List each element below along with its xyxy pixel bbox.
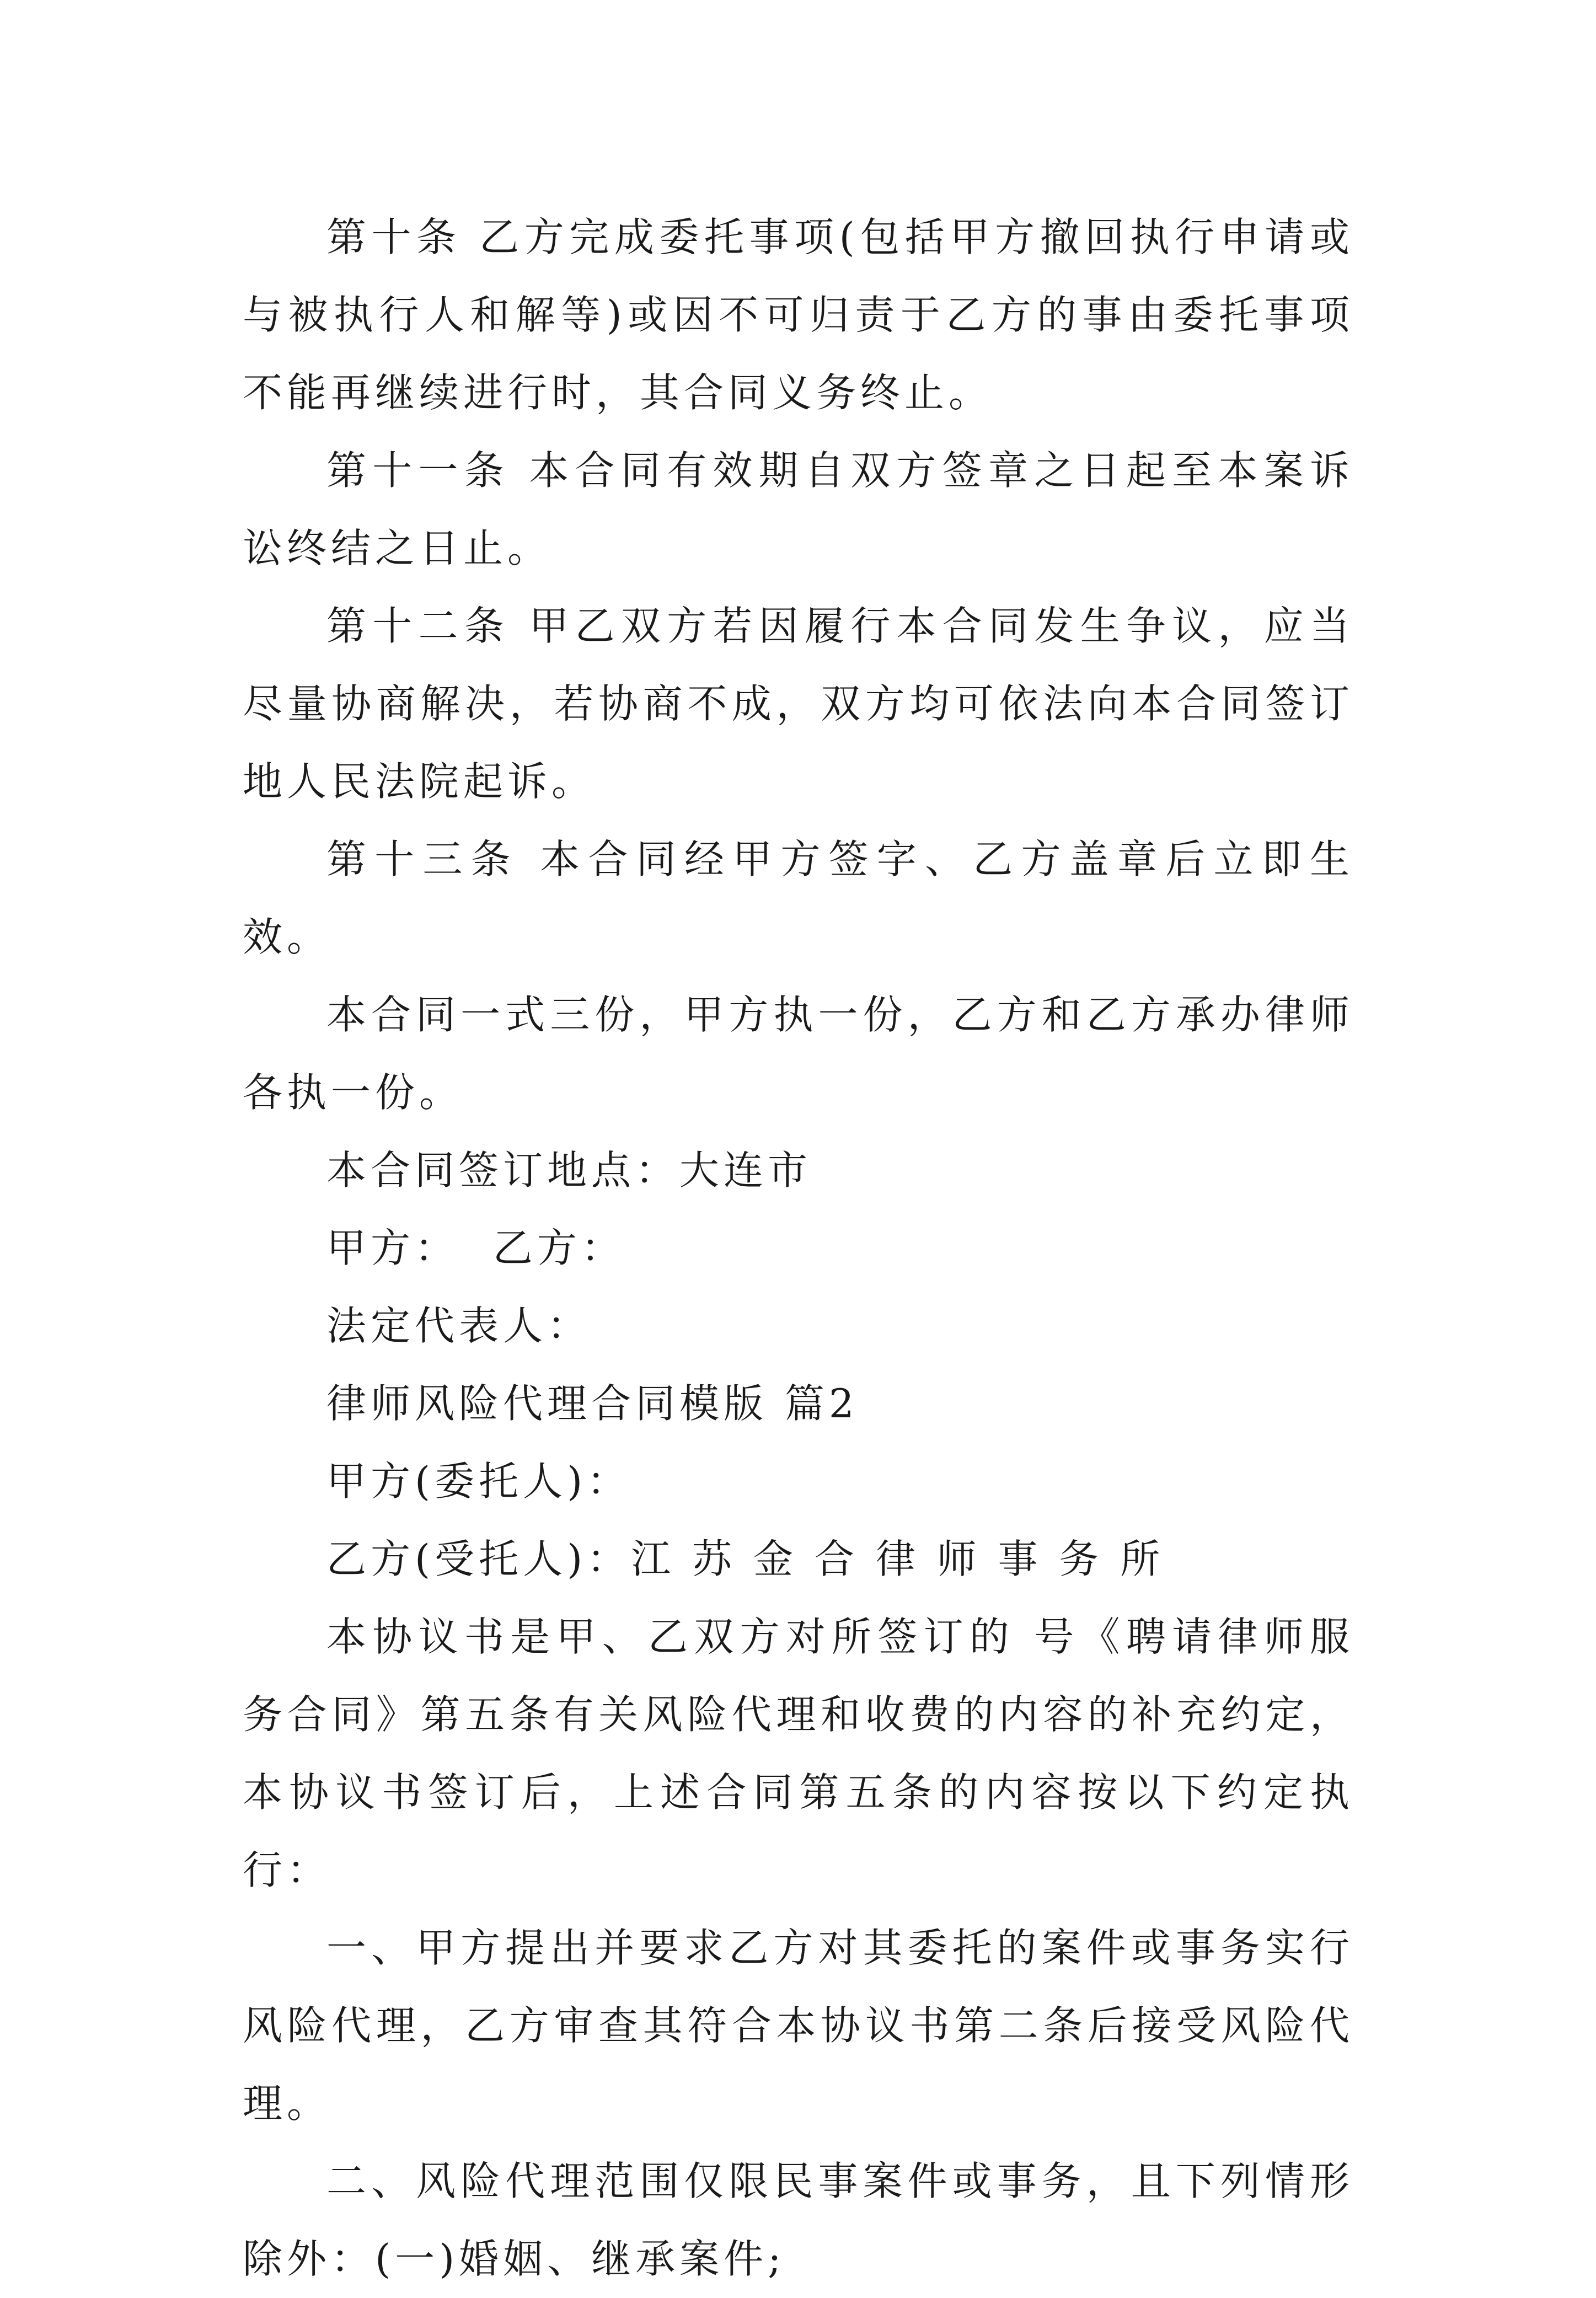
party-a-line: 甲方(委托人)：: [326, 1458, 631, 1504]
section-heading: 律师风险代理合同模版 篇2: [326, 1380, 859, 1427]
signing-place: 本合同签订地点：大连市: [326, 1147, 812, 1193]
clause-10: 第十条 乙方完成委托事项(包括甲方撤回执行申请或与被执行人和解等)或因不可归责于乙方的事由委托事项不能再继续进行时，其合同义务终止。: [243, 214, 1354, 416]
legal-representative-line: 法定代表人：: [326, 1303, 592, 1349]
agreement-intro: 本协议书是甲、乙双方对所签订的 号《聘请律师服务合同》第五条有关风险代理和收费的内容的补充约定，本协议书签订后，上述合同第五条的内容按以下约定执行：: [243, 1614, 1354, 1893]
document-body: [243, 199, 1354, 2298]
party-line: 甲方： 乙方：: [326, 1225, 625, 1271]
clause-12: 第十二条 甲乙双方若因履行本合同发生争议，应当尽量协商解决，若协商不成，双方均可依法向本合同签订地人民法院起诉。: [243, 603, 1354, 805]
item-one: 一、甲方提出并要求乙方对其委托的案件或事务实行风险代理，乙方审查其符合本协议书第二条后接受风险代理。: [243, 1925, 1354, 2126]
item-two: 二、风险代理范围仅限民事案件或事务，且下列情形除外：(一)婚姻、继承案件;: [243, 2158, 1354, 2282]
copies-paragraph: 本合同一式三份，甲方执一份，乙方和乙方承办律师各执一份。: [243, 992, 1354, 1116]
party-b-line: 乙方(受托人)：江 苏 金 合 律 师 事 务 所: [326, 1536, 1165, 1582]
clause-11: 第十一条 本合同有效期自双方签章之日起至本案诉讼终结之日止。: [243, 447, 1354, 571]
clause-13: 第十三条 本合同经甲方签字、乙方盖章后立即生效。: [243, 836, 1354, 960]
